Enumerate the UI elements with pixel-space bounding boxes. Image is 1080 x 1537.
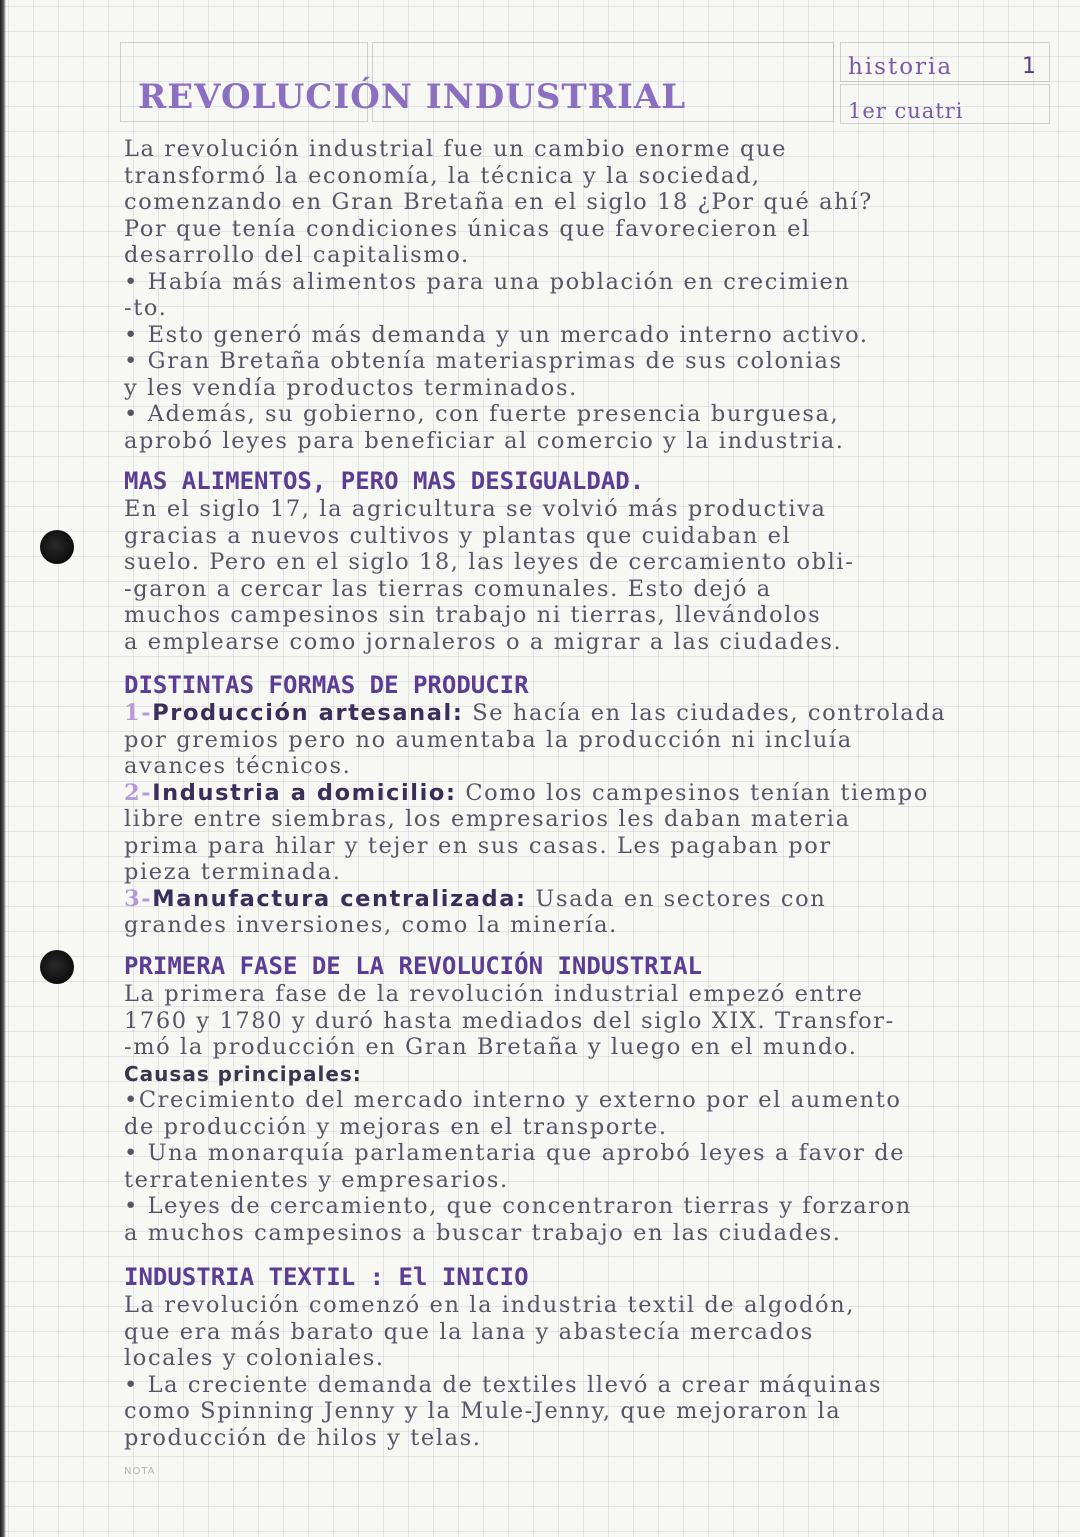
text-line: como Spinning Jenny y la Mule-Jenny, que mejoraron la (124, 1398, 842, 1424)
binder-hole (40, 530, 74, 564)
page-number: 1 (1022, 54, 1036, 79)
bullet-line: • Gran Bretaña obtenía materiasprimas de sus colonias (124, 348, 843, 374)
intro-paragraph (124, 136, 1064, 454)
text-line: Por que tenía condiciones únicas que favorecieron el (124, 215, 811, 242)
bullet-line: •Crecimiento del mercado interno y externo por el aumento (124, 1087, 902, 1113)
text-line: y les vendía productos terminados. (124, 374, 578, 401)
text-line: grandes inversiones, como la minería. (124, 912, 618, 938)
text-line: aprobó leyes para beneficiar al comercio y la industria. (124, 427, 845, 454)
text-line: -garon a cercar las tierras comunales. Esto dejó a (124, 575, 772, 602)
text-line: La revolución industrial fue un cambio enorme que (124, 136, 787, 162)
text-line: suelo. Pero en el siglo 18, las leyes de cercamiento obli- (124, 549, 855, 575)
section-heading: MAS ALIMENTOS, PERO MAS DESIGUALDAD. (124, 467, 645, 495)
text-line: que era más barato que la lana y abastecía mercados (124, 1318, 814, 1345)
section-heading: DISTINTAS FORMAS DE PRODUCIR (124, 671, 529, 699)
section-textil (124, 1262, 1064, 1451)
text-line: comenzando en Gran Bretaña en el siglo 18 ¿Por qué ahí? (124, 189, 873, 215)
item-label: Industria a domicilio: (152, 779, 457, 806)
section-formas (124, 670, 1064, 939)
text-line: producción de hilos y telas. (124, 1424, 482, 1451)
causes-label: Causas principales: (124, 1061, 362, 1086)
text-line: En el siglo 17, la agricultura se volvió más productiva (124, 496, 827, 522)
text-line: de producción y mejoras en el transporte. (124, 1113, 668, 1140)
item-label: Manufactura centralizada: (152, 885, 527, 912)
bullet-line: • Leyes de cercamiento, que concentraron tierras y forzaron (124, 1193, 912, 1219)
list-item (124, 780, 1064, 807)
item-label: Producción artesanal: (152, 700, 464, 726)
text-line: transformó la economía, la técnica y la sociedad, (124, 162, 761, 189)
text-line: La revolución comenzó en la industria textil de algodón, (124, 1292, 856, 1318)
nota-footer: NOTA (124, 1466, 156, 1477)
section-heading: PRIMERA FASE DE LA REVOLUCIÓN INDUSTRIAL (124, 952, 702, 980)
item-text: Se hacía en las ciudades, controlada (463, 700, 947, 726)
text-line: libre entre siembras, los empresarios les daban materia (124, 806, 851, 832)
section-primera-fase (124, 951, 1064, 1246)
bullet-line: • Esto generó más demanda y un mercado interno activo. (124, 321, 869, 348)
text-line: locales y coloniales. (124, 1345, 385, 1371)
bullet-line: • Había más alimentos para una población en crecimien (124, 268, 851, 295)
list-item (124, 700, 1064, 727)
page-edge (0, 0, 6, 1537)
item-number: 3- (124, 885, 153, 912)
item-text: Como los campesinos tenían tiempo (456, 779, 929, 806)
text-line: prima para hilar y tejer en sus casas. Les pagaban por (124, 832, 832, 859)
text-line: -to. (124, 295, 168, 321)
text-line: por gremios pero no aumentaba la producción ni incluía (124, 726, 853, 753)
term-label: 1er cuatri (848, 99, 964, 123)
binder-hole (40, 950, 74, 984)
text-line: desarrollo del capitalismo. (124, 242, 470, 268)
text-line: La primera fase de la revolución industrial empezó entre (124, 981, 864, 1007)
page-title: REVOLUCIÓN INDUSTRIAL (138, 77, 687, 117)
text-line: muchos campesinos sin trabajo ni tierras, llevándolos (124, 602, 822, 628)
text-line: terratenientes y empresarios. (124, 1166, 509, 1193)
text-line: a muchos campesinos a buscar trabajo en las ciudades. (124, 1219, 842, 1246)
item-number: 2- (124, 779, 153, 806)
bullet-line: • Además, su gobierno, con fuerte presencia burguesa, (124, 401, 840, 427)
item-number: 1- (124, 700, 153, 726)
text-line: a emplearse como jornaleros o a migrar a las ciudades. (124, 628, 843, 655)
list-item (124, 886, 1064, 913)
text-line: avances técnicos. (124, 753, 352, 779)
text-line: 1760 y 1780 y duró hasta mediados del siglo XIX. Transfor- (124, 1007, 895, 1034)
bullet-line: • La creciente demanda de textiles llevó a crear máquinas (124, 1371, 883, 1398)
text-line: -mó la producción en Gran Bretaña y luego en el mundo. (124, 1034, 858, 1060)
item-text: Usada en sectores con (526, 885, 827, 912)
section-alimentos (124, 466, 1064, 655)
subject-label: historia (848, 54, 954, 80)
bullet-line: • Una monarquía parlamentaria que aprobó leyes a favor de (124, 1140, 906, 1166)
text-line: pieza terminada. (124, 859, 342, 885)
text-line: gracias a nuevos cultivos y plantas que cuidaban el (124, 522, 792, 549)
section-heading: INDUSTRIA TEXTIL : El INICIO (124, 1263, 529, 1291)
